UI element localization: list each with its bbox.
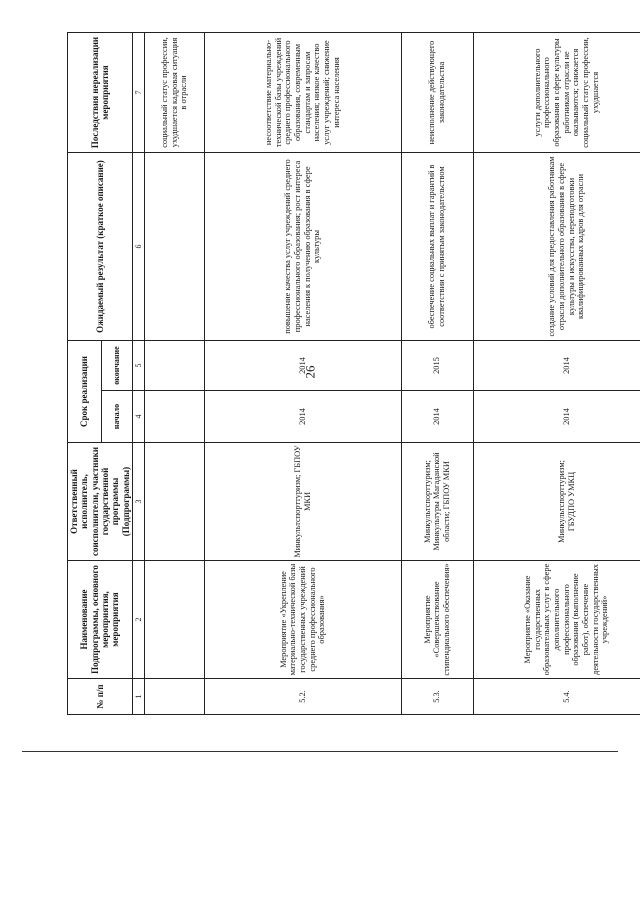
table-row xyxy=(473,33,640,715)
cell-executor: Минкультспорттуризм; Минкультуры Магаданской области; ГБПОУ МКИ xyxy=(401,443,473,561)
cell-consequences: социальный статус профессии, ухудшается кадровая ситуация в отрасли xyxy=(145,33,205,153)
col-number: 1 xyxy=(133,679,145,715)
horizontal-rule xyxy=(22,751,618,752)
header-num: № п/п xyxy=(68,679,133,715)
cell-end xyxy=(145,341,205,391)
cell-executor: Минкультспорттуризм; ГБУДПО УМКЦ xyxy=(473,443,640,561)
cell-end: 2015 xyxy=(401,341,473,391)
cell-end: 2014 xyxy=(204,341,401,391)
header-name: Наименование Подпрограммы, основного мероприятия, мероприятия xyxy=(68,561,133,679)
cell-num: 5.4. xyxy=(473,679,640,715)
cell-num: 5.3. xyxy=(401,679,473,715)
col-number: 7 xyxy=(133,33,145,153)
table-row xyxy=(401,33,473,715)
cell-start: 2014 xyxy=(401,391,473,443)
column-number-row xyxy=(133,33,145,715)
col-number: 4 xyxy=(133,391,145,443)
table-row xyxy=(145,33,205,715)
cell-start: 2014 xyxy=(204,391,401,443)
cell-executor: Минкультспорттуризм; ГБПОУ МКИ xyxy=(204,443,401,561)
page-number: 26 xyxy=(302,365,318,379)
cell-num: 5.2. xyxy=(204,679,401,715)
header-consequences: Последствия нереализации мероприятия xyxy=(68,33,133,153)
header-row xyxy=(68,33,102,715)
cell-result: повышение качества услуг учреждений среднего профессионального образования; рост интереса населения к получению образования в сфере культуры xyxy=(204,153,401,341)
cell-consequences: услуги дополнительного профессионального образования в сфере культуры работникам отрасли не оказываются; снижается социальный статус профессии, ухудшается xyxy=(473,33,640,153)
header-period: Срок реализации xyxy=(68,341,102,443)
header-result: Ожидаемый результат (краткое описание) xyxy=(68,153,133,341)
col-number: 3 xyxy=(133,443,145,561)
table-row xyxy=(204,33,401,715)
cell-name: Мероприятие «Укрепление материально-технической базы государственных учреждений среднего профессионального образования» xyxy=(204,561,401,679)
cell-start xyxy=(145,391,205,443)
cell-num xyxy=(145,679,205,715)
measures-table xyxy=(67,32,640,715)
col-number: 2 xyxy=(133,561,145,679)
cell-name: Мероприятие «Оказание государственных образовательных услуг в сфере дополнительного профессионального образования (выполнение работ), обеспечение деятельности государственных учреждений» xyxy=(473,561,640,679)
cell-name: Мероприятие «Совершенствование стипендиального обеспечения» xyxy=(401,561,473,679)
cell-result: создание условий для предоставления работникам отрасли дополнительного образования в сфере культуры и искусства, переподготовки квалифицированных кадров для отрасли xyxy=(473,153,640,341)
cell-consequences: неисполнение действующего законодательства xyxy=(401,33,473,153)
col-number: 6 xyxy=(133,153,145,341)
rotated-table-container xyxy=(67,33,621,715)
header-executor: Ответственный исполнитель, соисполнители, участники государственной программы (Подпрограммы) xyxy=(68,443,133,561)
cell-executor xyxy=(145,443,205,561)
cell-result xyxy=(145,153,205,341)
cell-name xyxy=(145,561,205,679)
cell-end: 2014 xyxy=(473,341,640,391)
cell-start: 2014 xyxy=(473,391,640,443)
cell-result: обеспечение социальных выплат и гарантий в соответствии с принятым законодательством xyxy=(401,153,473,341)
header-end: окончание xyxy=(102,341,133,391)
cell-consequences: несоответствие материально-технической базы учреждений среднего профессионального образования, современным стандартам и запросам населения; низкое качество услуг учреждений; снижение интереса населения xyxy=(204,33,401,153)
header-start: начало xyxy=(102,391,133,443)
col-number: 5 xyxy=(133,341,145,391)
